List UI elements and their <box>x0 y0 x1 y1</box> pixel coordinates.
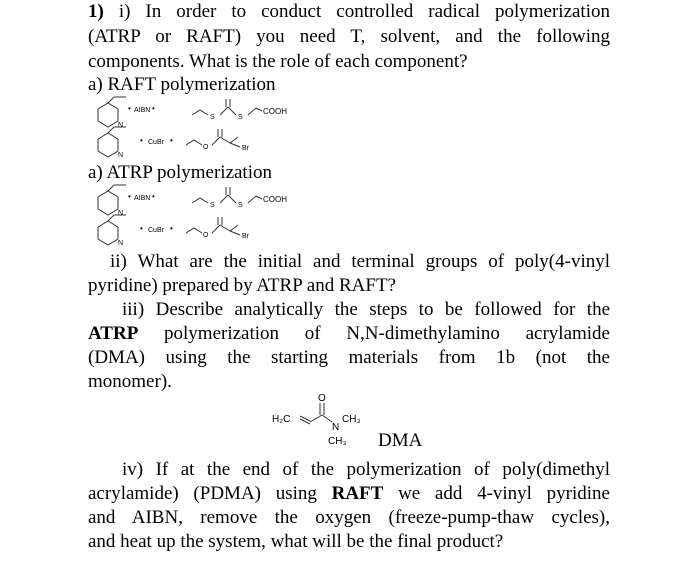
dma-ch3-right: CH₃ <box>342 414 361 425</box>
atrp-components <box>90 181 340 251</box>
q-iv-line2-pre: acrylamide) (PDMA) using <box>88 483 317 504</box>
svg-text:•: • <box>140 136 143 145</box>
q-ii-line2: pyridine) prepared by ATRP and RAFT? <box>88 275 396 296</box>
q-iv-line2 <box>88 482 610 506</box>
q-iii-line2-rest: polymerization of N,N-dimethylamino acrylamide <box>164 323 610 344</box>
pyridine-n-label: N <box>118 210 124 217</box>
raft-agent-structure <box>192 99 262 115</box>
raft-cooh: COOH <box>263 107 287 116</box>
q-iv-raft-bold: RAFT <box>331 483 384 504</box>
raft-agent-structure <box>192 187 262 203</box>
atrp-o: O <box>203 144 209 151</box>
atrp-s1: S <box>210 202 215 209</box>
q1-line1-text: i) In order to conduct controlled radical polymerization <box>118 1 610 22</box>
q-iii-line2 <box>88 322 610 346</box>
q-iii-line1: iii) Describe analytically the steps to be followed for the <box>122 299 610 320</box>
dma-structure <box>270 392 450 454</box>
q-iv-line2-post: we add 4-vinyl pyridine <box>398 483 610 504</box>
dma-n: N <box>332 422 340 433</box>
atrp-o2: O <box>203 232 209 239</box>
q-iii-atrp-bold: ATRP <box>88 323 139 344</box>
pyridine-n-label: N <box>118 152 124 159</box>
raft-components <box>90 93 340 163</box>
atrp-heading: a) ATRP polymerization <box>88 162 272 183</box>
raft-cubr: CuBr <box>148 139 164 146</box>
q-ii-line1: ii) What are the initial and terminal groups of poly(4-vinyl <box>110 251 610 272</box>
q-iv-line3: and AIBN, remove the oxygen (freeze-pump-thaw cycles), <box>88 507 610 528</box>
raft-heading: a) RAFT polymerization <box>88 74 276 95</box>
raft-s2: S <box>238 114 243 121</box>
atrp-cubr: CuBr <box>148 227 164 234</box>
atrp-cooh: COOH <box>263 195 287 204</box>
pyridine-n-label: N <box>118 122 124 129</box>
q1-number: 1) <box>88 1 104 22</box>
svg-text:•: • <box>170 224 173 233</box>
atrp-br: Br <box>242 145 249 152</box>
q-iv-line1: iv) If at the end of the polymerization of poly(dimethyl <box>122 459 610 480</box>
q1-line1 <box>88 0 610 24</box>
q1-line3: components. What is the role of each component? <box>88 51 468 72</box>
q1-line2: (ATRP or RAFT) you need T, solvent, and the following <box>88 26 610 47</box>
q-iii-line3: (DMA) using the starting materials from 1b (not the <box>88 347 610 368</box>
svg-text:•: • <box>128 104 131 113</box>
svg-text:•: • <box>170 136 173 145</box>
dma-h2c: H₂C <box>272 414 291 425</box>
dma-label: DMA <box>378 430 423 451</box>
atrp-initiator-structure <box>186 129 240 147</box>
svg-text:•: • <box>140 224 143 233</box>
svg-text:•: • <box>152 192 155 201</box>
q-iv-line4: and heat up the system, what will be the final product? <box>88 531 504 552</box>
atrp-s2: S <box>238 202 243 209</box>
q-iii-line4: monomer). <box>88 371 172 392</box>
dma-ch3-bottom: CH₃ <box>328 436 347 447</box>
svg-text:•: • <box>128 192 131 201</box>
atrp-initiator-structure <box>186 217 240 235</box>
atrp-br2: Br <box>242 233 249 240</box>
atrp-aibn: AIBN <box>134 195 151 202</box>
raft-s1: S <box>210 114 215 121</box>
svg-text:•: • <box>152 104 155 113</box>
raft-aibn: AIBN <box>134 107 151 114</box>
dma-o: O <box>318 393 326 404</box>
pyridine-n-label: N <box>118 240 124 247</box>
